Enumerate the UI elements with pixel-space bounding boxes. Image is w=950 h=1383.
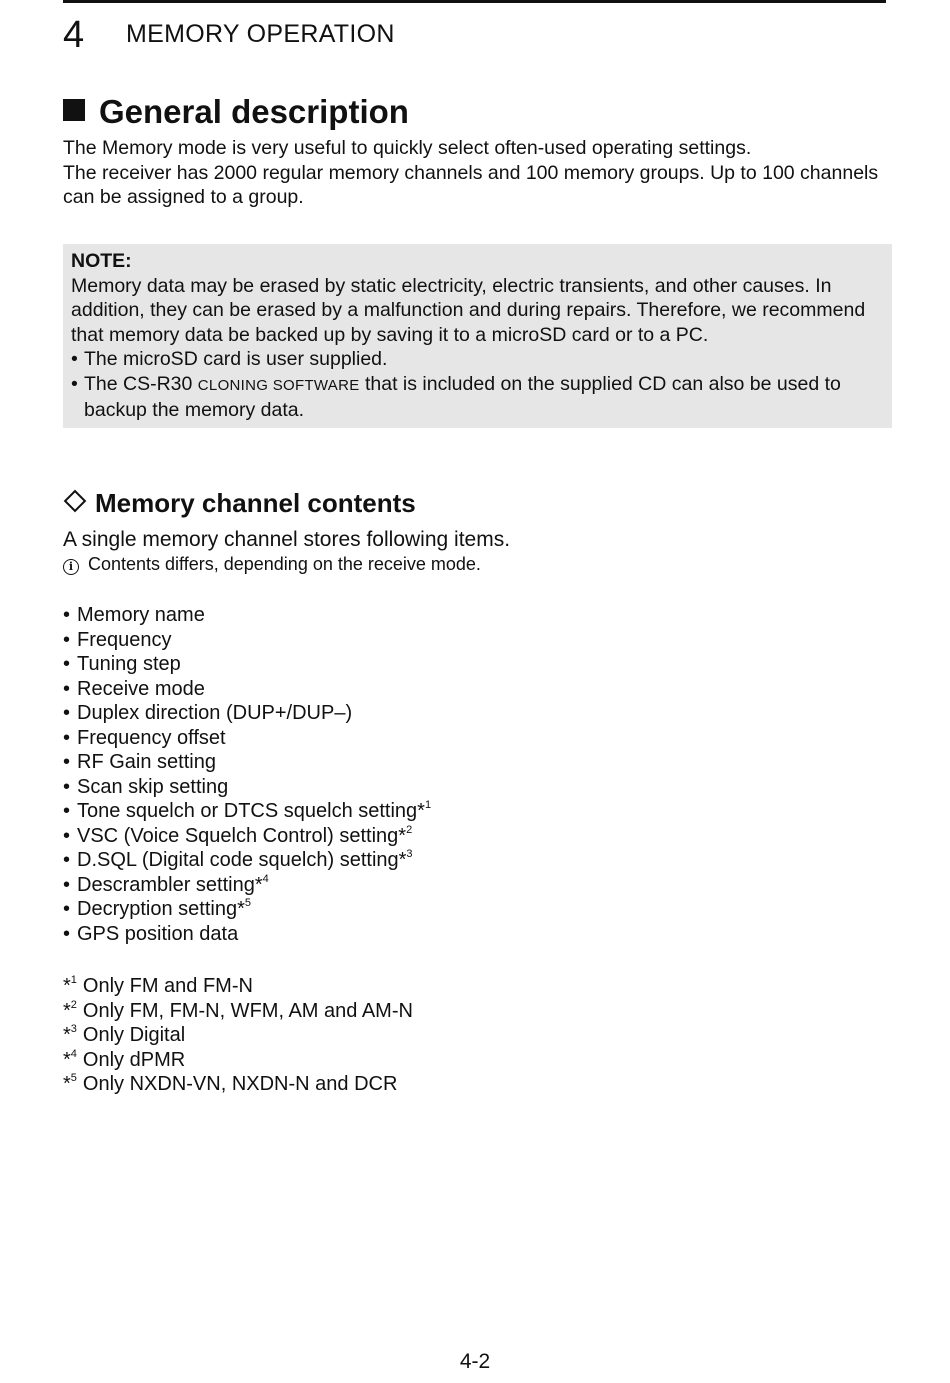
list-item-text: GPS position data	[77, 922, 239, 945]
software-name: CLONING SOFTWARE	[197, 376, 360, 394]
list-item	[63, 873, 431, 898]
footnote-text: Only FM and FM-N	[82, 975, 253, 997]
footnote-ref: 4	[262, 872, 269, 885]
list-item-text: Scan skip setting	[77, 775, 229, 798]
footnote-mark	[63, 975, 77, 997]
list-item	[63, 775, 431, 800]
footnote-text: Only FM, FM-N, WFM, AM and AM-N	[82, 999, 413, 1022]
footnote-text: Only Digital	[82, 1024, 186, 1046]
list-item-text: Decryption setting*	[77, 898, 245, 920]
info-icon: i	[63, 559, 79, 575]
list-item	[63, 897, 431, 922]
intro-paragraph-2: The receiver has 2000 regular memory channels and 100 memory groups. Up to 100 channels can be assigned to a group.	[63, 161, 879, 208]
section-heading	[63, 92, 409, 132]
chapter-title: MEMORY OPERATION	[126, 20, 395, 48]
chapter-number: 4	[63, 14, 85, 56]
info-text: Contents differs, depending on the receive mode.	[88, 554, 481, 574]
list-item	[63, 677, 431, 702]
footnote-mark	[63, 1000, 77, 1022]
footnote	[63, 1072, 413, 1097]
note-body: Memory data may be erased by static electricity, electric transients, and other causes. In addition, they can be erased by a malfunction and during repairs. Therefore, we recommend that memory data be backed up by saving it to a microSD card or to a PC.	[71, 274, 866, 346]
footnote-number: 1	[70, 974, 77, 986]
list-item	[63, 701, 431, 726]
list-item	[63, 799, 431, 824]
list-item-text: Tuning step	[77, 653, 181, 675]
footnote-ref: 5	[244, 897, 251, 909]
note-bullet-text: The CS-R30	[84, 372, 198, 395]
footnotes-list	[63, 974, 413, 1097]
diamond-bullet-icon	[64, 490, 87, 513]
list-item-text: Frequency	[77, 628, 172, 651]
stores-text: A single memory channel stores following items.	[63, 528, 511, 551]
intro-text	[63, 136, 883, 210]
footnote	[63, 999, 413, 1024]
list-item-text: Receive mode	[77, 677, 205, 700]
footnote-asterisk: *	[63, 975, 71, 997]
memory-items-list	[63, 603, 431, 946]
subsection-title: Memory channel contents	[95, 488, 416, 518]
footnote	[63, 1048, 413, 1073]
note-box	[63, 244, 892, 428]
list-item	[63, 652, 431, 677]
list-item-text: Tone squelch or DTCS squelch setting*	[77, 800, 425, 822]
footnote-mark	[63, 1073, 77, 1095]
list-item-text: VSC (Voice Squelch Control) setting*	[77, 824, 407, 847]
footnote-number: 5	[70, 1072, 77, 1084]
list-item	[63, 750, 431, 775]
list-item	[63, 726, 431, 751]
footnote-number: 4	[70, 1047, 77, 1060]
list-item-text: Duplex direction (DUP+/DUP–)	[77, 702, 353, 724]
list-item	[63, 824, 431, 849]
footnote	[63, 974, 413, 999]
footnote-text: Only NXDN-VN, NXDN-N and DCR	[82, 1073, 398, 1095]
footnote-number: 2	[70, 998, 77, 1011]
footnote-ref: 2	[406, 823, 413, 836]
note-bullet	[71, 372, 884, 423]
footnote-asterisk: *	[63, 1073, 71, 1095]
footnote-mark	[63, 1024, 77, 1046]
list-item-text: RF Gain setting	[77, 751, 216, 773]
intro-paragraph-1: The Memory mode is very useful to quickly select often-used operating settings.	[63, 137, 752, 159]
footnote	[63, 1023, 413, 1048]
list-item-text: Descrambler setting*	[77, 873, 263, 896]
list-item	[63, 848, 431, 873]
list-item	[63, 922, 431, 947]
header-rule	[63, 0, 886, 3]
list-item-text: Frequency offset	[77, 726, 226, 749]
list-item-text: Memory name	[77, 604, 205, 626]
info-note	[63, 553, 481, 575]
list-item	[63, 603, 431, 628]
list-item	[63, 628, 431, 653]
footnote-number: 3	[70, 1023, 77, 1035]
page-number: 4-2	[459, 1350, 491, 1373]
note-title: NOTE:	[71, 250, 132, 272]
square-bullet-icon	[63, 99, 85, 121]
note-bullet-text: that is included on the supplied CD can also be used to backup the memory data.	[84, 372, 841, 421]
footnote-ref: 3	[406, 848, 413, 860]
subsection-heading	[63, 486, 416, 520]
list-item-text: D.SQL (Digital code squelch) setting*	[77, 849, 407, 871]
note-bullet: • The microSD card is user supplied.	[71, 347, 884, 372]
footnote-ref: 1	[424, 799, 432, 811]
footnote-asterisk: *	[63, 1048, 71, 1071]
footnote-asterisk: *	[63, 1024, 71, 1046]
footnote-asterisk: *	[63, 999, 71, 1022]
footnote-text: Only dPMR	[82, 1048, 186, 1071]
footnote-mark	[63, 1049, 77, 1071]
section-title: General description	[99, 93, 409, 130]
